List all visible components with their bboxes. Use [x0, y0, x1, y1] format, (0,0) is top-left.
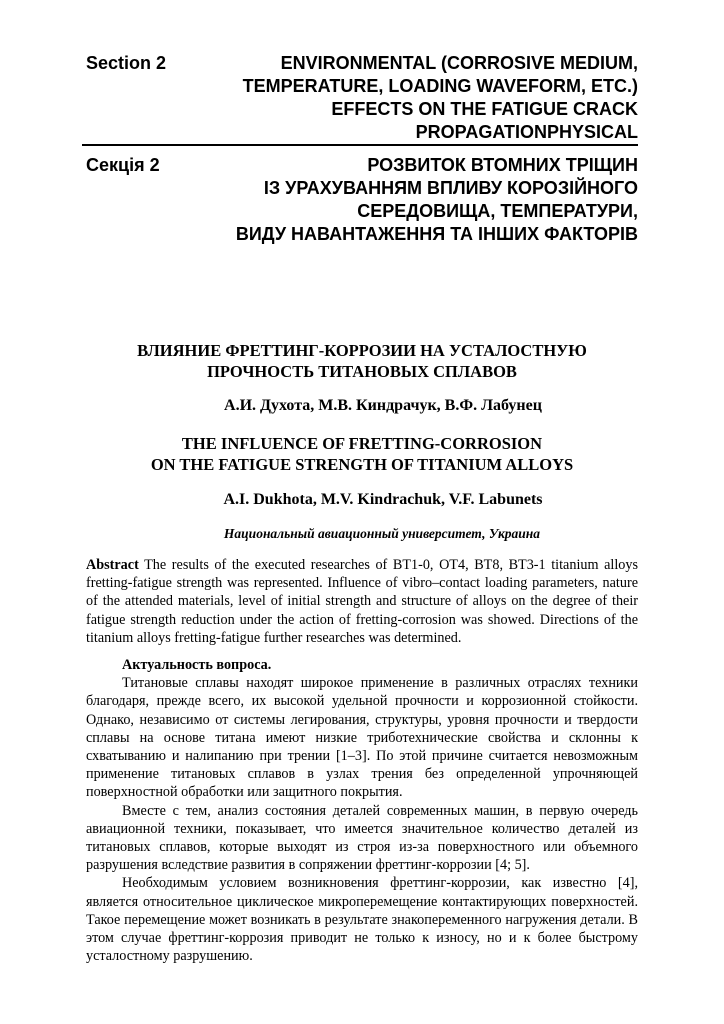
section-title-en-line: PROPAGATIONPHYSICAL: [415, 122, 638, 142]
section-title-en: [243, 52, 638, 144]
authors-en: A.I. Dukhota, M.V. Kindrachuk, V.F. Labunets: [223, 491, 543, 508]
section-title-en-line: ENVIRONMENTAL (CORROSIVE MEDIUM,: [280, 53, 638, 73]
authors-ru: А.И. Духота, М.В. Киндрачук, В.Ф. Лабунец: [224, 397, 542, 414]
paper-title-en-line: THE INFLUENCE OF FRETTING-CORROSION: [181, 434, 543, 453]
section-heading: Актуальность вопроса.: [122, 657, 272, 673]
paragraph: Вместе с тем, анализ состояния деталей современных машин, в первую очередь авиационной техники, показывает, что имеется значительное количество деталей из титановых сплавов, которые выходят из строя из-за поверхностного или объемного разрушения вследствие развития в сопряжении фреттинг-коррозии [4; 5].: [86, 802, 638, 874]
abstract-text: The results of the executed researches of BT1-0, OT4, BT8, BT3-1 titanium alloys fretting-fatigue strength was represented. Influence of vibro–contact loading parameters, nature of the attended materials, level of initial strength and structure of alloys on the degree of their fatigue strength reduction under the action of fretting-corrosion was showed. Directions of the titanium alloys fretting-fatigue further researches was determined.: [86, 557, 638, 646]
affiliation: Национальный авиационный университет, Украина: [223, 526, 541, 541]
section-title-uk-line: СЕРЕДОВИЩА, ТЕМПЕРАТУРИ,: [357, 201, 638, 221]
abstract: [86, 556, 638, 647]
section-title-en-line: EFFECTS ON THE FATIGUE CRACK: [331, 99, 638, 119]
paper-title-en-line: ON THE FATIGUE STRENGTH OF TITANIUM ALLOYS: [150, 455, 574, 474]
paper-title-ru-line: ПРОЧНОСТЬ ТИТАНОВЫХ СПЛАВОВ: [207, 362, 517, 381]
section-title-uk-line: ВИДУ НАВАНТАЖЕННЯ ТА ІНШИХ ФАКТОРІВ: [235, 224, 638, 244]
main-text: [86, 656, 638, 965]
section-title-uk: [236, 154, 638, 246]
paragraph: Необходимым условием возникновения фреттинг-коррозии, как известно [4], является относительное циклическое микроперемещение контактирующих поверхностей. Такое перемещение может возникать в результате знакопеременного нагружения детали. В этом случае фреттинг-коррозия приводит не только к износу, но и к более быстрому усталостному разрушению.: [86, 875, 638, 965]
abstract-label: Abstract: [86, 557, 139, 573]
section-title-en-line: TEMPERATURE, LOADING WAVEFORM, ETC.): [242, 76, 638, 96]
header-divider: [82, 144, 638, 146]
paper-title-ru-line: ВЛИЯНИЕ ФРЕТТИНГ-КОРРОЗИИ НА УСТАЛОСТНУЮ: [137, 341, 587, 360]
section-title-uk-line: ІЗ УРАХУВАННЯМ ВПЛИВУ КОРОЗІЙНОГО: [263, 178, 638, 198]
paper-title-en: [86, 433, 638, 475]
paper-title-ru: [86, 340, 638, 382]
section-title-uk-line: РОЗВИТОК ВТОМНИХ ТРІЩИН: [367, 155, 638, 175]
paragraph: Титановые сплавы находят широкое применение в различных отраслях техники благодаря, прежде всего, их высокой удельной прочности и коррозионной стойкости. Однако, независимо от системы легирования, структуры, уровня прочности и твердости сплавы на основе титана имеют низкие триботехнические свойства и склонны к схватыванию и налипанию при трении [1–3]. По этой причине считается невозможным применение титановых сплавов в узлах трения без определенной упрочняющей поверхностной обработки или защитного покрытия.: [86, 675, 638, 801]
section-label-uk: Секція 2: [86, 155, 160, 175]
section-label-en: Section 2: [86, 53, 167, 73]
